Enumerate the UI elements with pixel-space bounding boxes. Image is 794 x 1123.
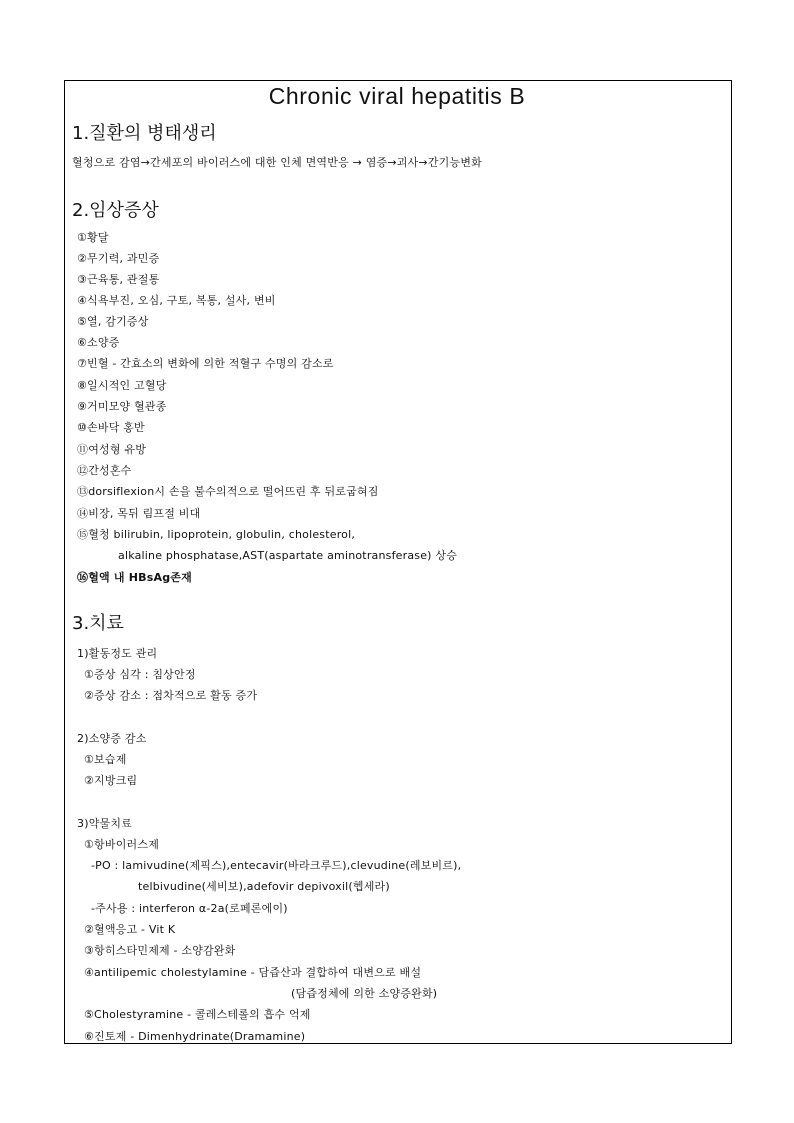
symptom-item: ⑭비장, 목뒤 림프절 비대 [77,507,201,520]
symptom-item: ⑮혈청 bilirubin, lipoprotein, globulin, cholesterol, [77,528,356,541]
symptom-item: ⑯혈액 내 HBsAg존재 [77,571,192,584]
symptom-item: ⑥소양증 [77,336,120,349]
section-2-heading: 2.임상증상 [72,200,159,221]
drug-line: ②혈액응고 - Vit K [84,923,176,936]
activity-item: ①증상 심각 : 침상안정 [84,668,196,681]
symptom-item: ⑫간성혼수 [77,464,132,477]
activity-heading: 1)활동정도 관리 [77,647,158,660]
symptom-item: ②무기력, 과민증 [77,252,160,265]
drug-therapy-heading: 3)약물치료 [77,817,132,830]
symptom-item: ⑤열, 감기증상 [77,315,149,328]
drug-line: (담즙정체에 의한 소양증완화) [291,987,438,1000]
symptom-item: ③근육통, 관절통 [77,273,160,286]
drug-line: ③항히스타민제제 - 소양감완화 [84,944,236,957]
symptom-item: ⑬dorsiflexion시 손을 불수의적으로 떨어뜨린 후 뒤로굽혀짐 [77,485,379,498]
symptom-item: ⑪여성형 유방 [77,443,147,456]
drug-line: -주사용 : interferon ⍺-2a(로페론에이) [91,902,288,915]
drug-line: ④antilipemic cholestylamine - 담즙산과 결합하여 대변으로 배설 [84,966,422,979]
section-3-heading: 3.치료 [72,613,124,634]
section-1-heading: 1.질환의 병태생리 [72,123,217,144]
drug-line: telbivudine(세비보),adefovir depivoxil(헵세라) [138,880,390,893]
drug-line: -PO : lamivudine(제픽스),entecavir(바라크루드),clevudine(레보비르), [91,859,462,872]
symptom-item: ⑩손바닥 홍반 [77,421,145,434]
drug-line: ⑥진토제 - Dimenhydrinate(Dramamine) [84,1030,306,1043]
symptom-item: ①황달 [77,231,109,244]
symptom-item: ④식욕부진, 오심, 구토, 복통, 설사, 변비 [77,294,276,307]
section-1-text: 혈청으로 감염→간세포의 바이러스에 대한 인체 면역반응 → 염증→괴사→간기능변화 [72,156,482,169]
drug-line: ⑤Cholestyramine - 콜레스테롤의 흡수 억제 [84,1008,311,1021]
pruritus-item: ①보습제 [84,753,127,766]
pruritus-heading: 2)소양증 감소 [77,732,147,745]
symptom-item: ⑨거미모양 혈관종 [77,400,167,413]
activity-item: ②증상 감소 : 점차적으로 활동 증가 [84,689,258,702]
pruritus-item: ②지방크림 [84,774,138,787]
symptom-item: ⑧일시적인 고혈당 [77,379,167,392]
drug-line: ①항바이러스제 [84,838,160,851]
symptom-item-continuation: alkaline phosphatase,AST(aspartate aminotransferase) 상승 [118,549,458,562]
symptom-item: ⑦빈혈 - 간효소의 변화에 의한 적혈구 수명의 감소로 [77,357,334,370]
document-title: Chronic viral hepatitis B [268,83,526,109]
